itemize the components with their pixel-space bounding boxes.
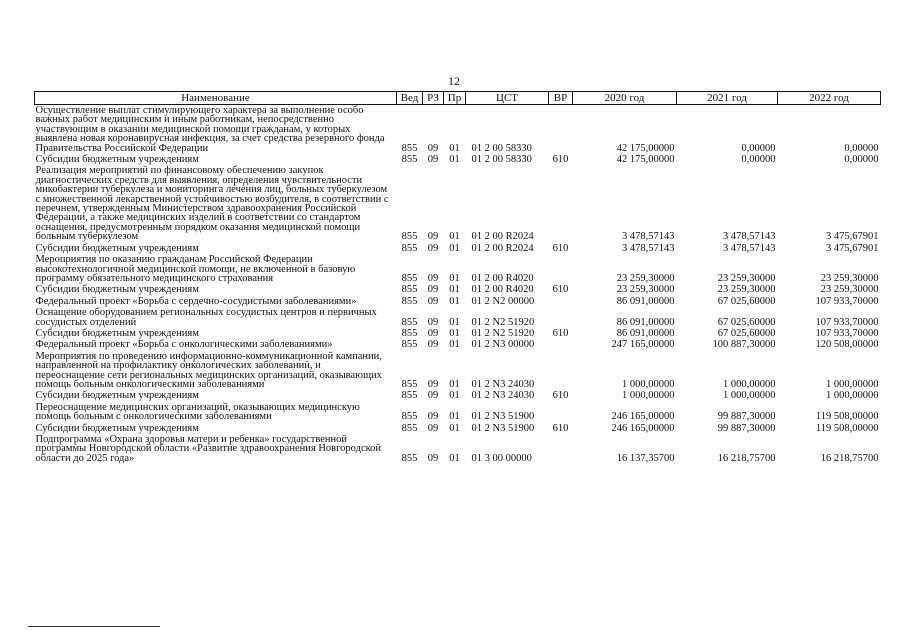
cell-rz: 09 <box>427 327 439 339</box>
cell-2021: 99 887,30000 <box>717 422 776 434</box>
cell-vr <box>549 351 573 391</box>
cell-2020: 246 165,00000 <box>611 411 675 423</box>
cell-2020: 23 259,30000 <box>616 284 675 296</box>
cell-pr: 01 <box>449 411 460 423</box>
cell-name: Субсидии бюджетным учреждениям <box>35 390 199 402</box>
cell-rz: 09 <box>427 142 439 154</box>
cell-vr <box>549 105 573 155</box>
cell-cst: 01 3 00 00000 <box>471 452 532 464</box>
table-row <box>35 339 881 350</box>
table-row <box>35 351 881 391</box>
header-rz: РЗ <box>423 92 444 105</box>
cell-2021: 16 218,75700 <box>717 452 776 464</box>
cell-2022: 107 933,70000 <box>815 327 879 339</box>
cell-2021: 100 887,30000 <box>712 339 776 351</box>
cell-pr: 01 <box>449 327 460 339</box>
header-name: Наименование <box>35 92 397 105</box>
cell-name: Оснащение оборудованием региональных сосудистых центров и первичных сосудистых отделений <box>35 307 377 328</box>
cell-2021: 23 259,30000 <box>717 272 776 284</box>
cell-vr: 610 <box>552 422 569 434</box>
cell-pr: 01 <box>449 142 460 154</box>
table-row <box>35 307 881 328</box>
page-number: 12 <box>448 74 460 88</box>
cell-pr: 01 <box>449 422 460 434</box>
cell-2021: 67 025,60000 <box>717 316 776 328</box>
cell-pr: 01 <box>449 378 460 390</box>
cell-ved: 855 <box>401 378 418 390</box>
cell-vr <box>549 296 573 307</box>
cell-ved: 855 <box>401 327 418 339</box>
cell-2021: 0,00000 <box>741 154 776 166</box>
cell-ved: 855 <box>401 316 418 328</box>
cell-2021: 3 478,57143 <box>723 242 776 254</box>
cell-2021: 1 000,00000 <box>723 378 776 390</box>
header-pr: Пр <box>444 92 466 105</box>
table-header <box>35 92 881 105</box>
cell-ved: 855 <box>401 390 418 402</box>
cell-pr: 01 <box>449 272 460 284</box>
cell-2022: 3 475,67901 <box>826 231 879 243</box>
cell-rz: 09 <box>427 272 439 284</box>
cell-name: Подпрограмма «Охрана здоровья матери и ребенка» государственной программы Новгородской области «Развитие здравоохранения Новгородской области до 2025 года» <box>35 434 382 464</box>
cell-name: Субсидии бюджетным учреждениям <box>35 327 199 339</box>
cell-2022: 23 259,30000 <box>820 284 879 296</box>
cell-2021: 1 000,00000 <box>723 390 776 402</box>
cell-pr: 01 <box>449 452 460 464</box>
cell-rz: 09 <box>427 154 439 166</box>
cell-name: Федеральный проект «Борьба с онкологическими заболеваниями» <box>35 339 333 351</box>
cell-pr: 01 <box>449 242 460 254</box>
cell-name: Мероприятия по оказанию гражданам Российской Федерации высокотехнологичной медицинской помощи, не включенной в базовую программу обязательного медицинского страхования <box>35 254 356 284</box>
cell-ved: 855 <box>401 284 418 296</box>
cell-2021: 3 478,57143 <box>723 231 776 243</box>
cell-2020: 42 175,00000 <box>616 142 675 154</box>
footnote-divider <box>28 626 160 627</box>
cell-pr: 01 <box>449 231 460 243</box>
cell-rz: 09 <box>427 422 439 434</box>
cell-2022: 120 508,00000 <box>815 339 879 351</box>
cell-ved: 855 <box>401 452 418 464</box>
table-body <box>35 105 881 465</box>
cell-cst: 01 2 00 R2024 <box>471 231 534 243</box>
cell-vr <box>549 434 573 464</box>
cell-2020: 23 259,30000 <box>616 272 675 284</box>
cell-2020: 42 175,00000 <box>616 154 675 166</box>
cell-ved: 855 <box>401 422 418 434</box>
cell-cst: 01 2 N3 51900 <box>471 411 535 423</box>
table-row <box>35 165 881 242</box>
cell-2020: 86 091,00000 <box>616 295 675 307</box>
cell-2022: 3 475,67901 <box>826 242 879 254</box>
cell-rz: 09 <box>427 339 439 351</box>
cell-vr <box>549 165 573 242</box>
cell-2020: 3 478,57143 <box>622 231 675 243</box>
table-row <box>35 434 881 464</box>
header-2020: 2020 год <box>573 92 677 105</box>
cell-rz: 09 <box>427 390 439 402</box>
cell-vr <box>549 402 573 423</box>
cell-vr <box>549 307 573 328</box>
cell-2022: 107 933,70000 <box>815 316 879 328</box>
cell-2022: 119 508,00000 <box>815 422 879 434</box>
cell-rz: 09 <box>427 378 439 390</box>
cell-2021: 67 025,60000 <box>717 327 776 339</box>
cell-2021: 23 259,30000 <box>717 284 776 296</box>
cell-2022: 119 508,00000 <box>815 411 879 423</box>
cell-2022: 0,00000 <box>844 154 879 166</box>
cell-2020: 246 165,00000 <box>611 422 675 434</box>
cell-cst: 01 2 00 58330 <box>471 154 532 166</box>
cell-2021: 67 025,60000 <box>717 295 776 307</box>
cell-rz: 09 <box>427 452 439 464</box>
cell-2021: 0,00000 <box>741 142 776 154</box>
cell-name: Субсидии бюджетным учреждениям <box>35 284 199 296</box>
cell-ved: 855 <box>401 154 418 166</box>
table-row <box>35 284 881 295</box>
header-vr: ВР <box>549 92 573 105</box>
cell-2022: 16 218,75700 <box>820 452 879 464</box>
cell-name: Федеральный проект «Борьба с сердечно-сосудистыми заболеваниями» <box>35 295 357 307</box>
cell-rz: 09 <box>427 242 439 254</box>
cell-2021: 99 887,30000 <box>717 411 776 423</box>
table-row <box>35 402 881 423</box>
header-ved: Вед <box>397 92 423 105</box>
cell-2022: 1 000,00000 <box>826 378 879 390</box>
table-row <box>35 254 881 284</box>
cell-2022: 0,00000 <box>844 142 879 154</box>
cell-2020: 86 091,00000 <box>616 316 675 328</box>
table-row <box>35 390 881 401</box>
header-2021: 2021 год <box>677 92 778 105</box>
cell-2022: 1 000,00000 <box>826 390 879 402</box>
cell-vr: 610 <box>552 242 569 254</box>
table-row <box>35 243 881 254</box>
cell-pr: 01 <box>449 154 460 166</box>
cell-ved: 855 <box>401 231 418 243</box>
cell-cst: 01 2 N2 51920 <box>471 327 535 339</box>
table-row <box>35 296 881 307</box>
cell-pr: 01 <box>449 390 460 402</box>
header-cst: ЦСТ <box>466 92 549 105</box>
cell-rz: 09 <box>427 295 439 307</box>
cell-cst: 01 2 N3 00000 <box>471 339 535 351</box>
cell-vr <box>549 339 573 350</box>
cell-cst: 01 2 00 R4020 <box>471 284 534 296</box>
cell-rz: 09 <box>427 231 439 243</box>
cell-name: Мероприятия по проведению информационно-коммуникационной кампании, направленной на профилактику онкологических заболеваний, и переоснащение сети региональных медицинских организаций, оказывающих помощь больным онкологическими заболеваниями <box>35 350 382 390</box>
cell-cst: 01 2 N2 51920 <box>471 316 535 328</box>
cell-rz: 09 <box>427 316 439 328</box>
header-2022: 2022 год <box>778 92 881 105</box>
cell-vr: 610 <box>552 284 569 296</box>
cell-ved: 855 <box>401 142 418 154</box>
cell-pr: 01 <box>449 339 460 351</box>
cell-pr: 01 <box>449 284 460 296</box>
cell-vr: 610 <box>552 390 569 402</box>
table-row <box>35 105 881 155</box>
cell-ved: 855 <box>401 242 418 254</box>
cell-2022: 23 259,30000 <box>820 272 879 284</box>
cell-name: Субсидии бюджетным учреждениям <box>35 242 199 254</box>
cell-2020: 1 000,00000 <box>622 378 675 390</box>
cell-name: Осуществление выплат стимулирующего характера за выполнение особо важных работ медицинским и иным работникам, непосредственно участвующим в оказании медицинской помощи гражданам, у которых выявлена новая коронавирусная инфекция, за счет средства резервного фонда Правительства Российской Федерации <box>35 105 385 154</box>
cell-cst: 01 2 N2 00000 <box>471 295 535 307</box>
cell-cst: 01 2 N3 24030 <box>471 378 535 390</box>
cell-name: Субсидии бюджетным учреждениям <box>35 154 199 166</box>
table-row <box>35 423 881 434</box>
cell-ved: 855 <box>401 339 418 351</box>
cell-ved: 855 <box>401 411 418 423</box>
cell-vr: 610 <box>552 327 569 339</box>
cell-vr: 610 <box>552 154 569 166</box>
cell-vr <box>549 254 573 284</box>
cell-cst: 01 2 00 58330 <box>471 142 532 154</box>
cell-rz: 09 <box>427 284 439 296</box>
cell-pr: 01 <box>449 295 460 307</box>
cell-name: Переоснащение медицинских организаций, оказывающих медицинскую помощь больным с онкологическими заболеваниями <box>35 401 360 423</box>
cell-2022: 107 933,70000 <box>815 295 879 307</box>
cell-ved: 855 <box>401 272 418 284</box>
cell-name: Субсидии бюджетным учреждениям <box>35 422 199 434</box>
budget-table <box>34 91 881 464</box>
cell-cst: 01 2 N3 24030 <box>471 390 535 402</box>
cell-2020: 1 000,00000 <box>622 390 675 402</box>
cell-2020: 16 137,35700 <box>616 452 675 464</box>
cell-cst: 01 2 00 R2024 <box>471 242 534 254</box>
cell-pr: 01 <box>449 316 460 328</box>
cell-rz: 09 <box>427 411 439 423</box>
cell-cst: 01 2 00 R4020 <box>471 272 534 284</box>
table-row <box>35 328 881 339</box>
cell-ved: 855 <box>401 295 418 307</box>
table-row <box>35 154 881 165</box>
cell-2020: 86 091,00000 <box>616 327 675 339</box>
cell-2020: 3 478,57143 <box>622 242 675 254</box>
cell-name: Реализация мероприятий по финансовому обеспечению закупок диагностических средств для выявления, определения чувствительности микобактерии туберкулеза и мониторинга лечения лиц, больных туберкулезом с множественной лекарственной устойчивостью возбудителя, в соответствии с перечнем, утвержденным Министерством здравоохранения Российской Федерации, а также медицинских изделий в соответствии со стандартом оснащения, предусмотренным порядком оказания медицинской помощи больным туберкулезом <box>35 165 389 243</box>
cell-cst: 01 2 N3 51900 <box>471 422 535 434</box>
cell-2020: 247 165,00000 <box>611 339 675 351</box>
